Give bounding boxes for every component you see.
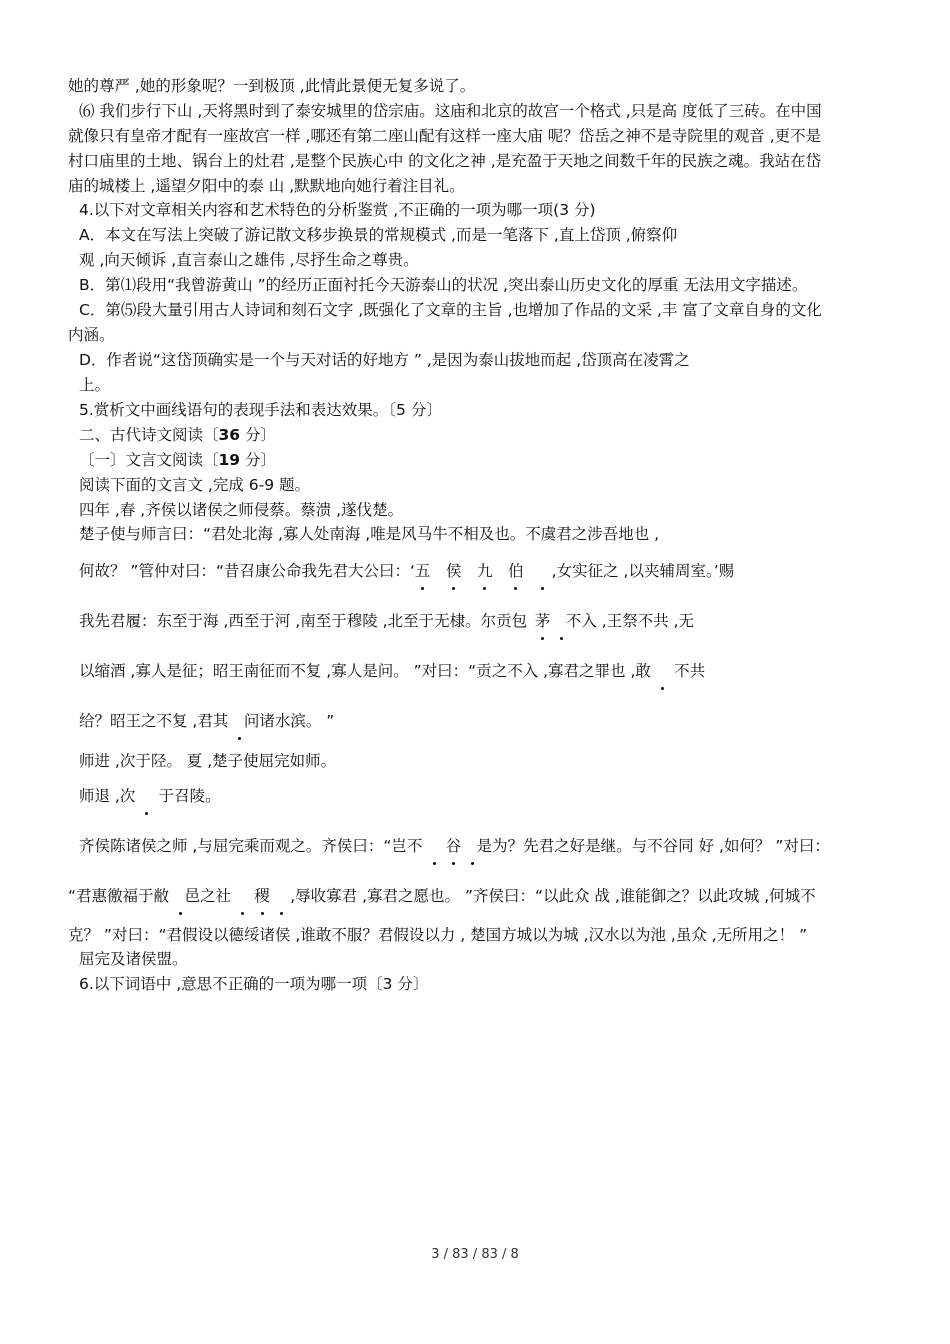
option-a-continued: 观 ,向天倾诉 ,直言泰山之雄伟 ,尽抒生命之尊贵。 [79,251,419,269]
emphasis-mark [539,561,547,581]
emphasis-char: 谷 [445,837,462,855]
classical-text-line: 我先君履：东至于海 ,西至于河 ,南至于穆陵 ,北至于无棣。尔贡包 茅 不入 ,王祭不共 ,无 [79,612,695,630]
classical-text-line: 克？ ”对曰：“君假设以德绥诸侯 ,谁敢不服？君假设以力 , 楚国方城以为城 ,汉水以为池 ,虽众 ,无所用之！ ” [68,926,808,944]
emphasis-mark [469,836,477,856]
classical-text-line: 屈完及诸侯盟。 [79,950,188,968]
emphasis-char: 稷 [254,887,270,905]
classical-text-line: 四年 ,春 ,齐侯以诸侯之师侵蔡。蔡溃 ,遂伐楚。 [79,501,404,519]
emphasis-char: 茅 [534,612,551,630]
question-6: 6.以下词语中 ,意思不正确的一项为哪一项〔3 分〕 [79,975,429,993]
classical-text-line: 师进 ,次于陉。 夏 ,楚子使屈完如师。 [79,752,337,770]
classical-text-line: 楚子使与师言曰：“君处北海 ,寡人处南海 ,唯是风马牛不相及也。不虞君之涉吾地也 , [79,525,660,543]
emphasis-char: 五 [414,562,431,580]
option-a: A．本文在写法上突破了游记散文移步换景的常规模式 ,而是一笔落下 ,直上岱顶 ,俯察仰 [79,226,678,244]
paragraph-6-line: 村口庙里的土地、锅台上的灶君 ,是整个民族心中 的文化之神 ,是充盈于天地之间数千年的民族之魂。我站在岱 [68,152,822,170]
emphasis-mark [659,661,667,681]
classical-text-line: 齐侯陈诸侯之师 ,与屈完乘而观之。齐侯曰：“岂不 谷 是为？先君之好是继。与不谷同 好 ,如何？ ”对曰： [79,837,830,855]
emphasis-char: 侯 [445,562,462,580]
classical-text-line: 何故？ ”管仲对曰：“昔召康公命我先君大公曰：‘五 侯 九 伯 ,女实征之 ,以夹辅周室。’赐 [79,562,735,580]
emphasis-mark [278,886,286,906]
option-c-continued: 内涵。 [68,326,115,344]
option-b: B．第⑴段用“我曾游黄山 ”的经历正面衬托今天游泰山的状况 ,突出泰山历史文化的厚重 无法用文字描述。 [79,276,808,294]
classical-text-line: 以缩酒 ,寡人是征；昭王南征而不复 ,寡人是问。 ”对曰：“贡之不入 ,寡君之罪也 ,敢 不共 [79,662,706,680]
emphasis-mark [430,836,438,856]
section-heading-classical: 二、古代诗文阅读〔36 分〕 [79,426,277,444]
paragraph-6-line: ⑹ 我们步行下山 ,天将黑时到了泰安城里的岱宗庙。这庙和北京的故宫一个格式 ,只是高 度低了三砖。在中国 [79,102,822,120]
classical-text-line: 给？昭王之不复 ,君其 问诸水滨。 ” [79,712,335,730]
classical-text-line: “君惠徼福于敝 邑之社 稷 ,辱收寡君 ,寡君之愿也。 ”齐侯曰：“以此众 战 ,谁能御之？以此攻城 ,何城不 [68,887,816,905]
question-5: 5.赏析文中画线语句的表现手法和表达效果。〔5 分〕 [79,401,442,419]
paragraph-6-line: 庙的城楼上 ,遥望夕阳中的泰 山 ,默默地向她行着注目礼。 [68,177,465,195]
emphasis-char: 九 [476,562,493,580]
emphasis-mark [236,711,244,731]
classical-text-line: 师退 ,次 于召陵。 [79,787,221,805]
emphasis-mark [558,611,566,631]
question-4-stem: 4.以下对文章相关内容和艺术特色的分析鉴赏 ,不正确的一项为哪一项(3 分) [79,201,596,219]
reading-instruction: 阅读下面的文言文 ,完成 6-9 题。 [79,476,311,494]
emphasis-mark [239,886,247,906]
passage-line: 她的尊严 ,她的形象呢？一到极顶 ,此情此景便无复多说了。 [68,77,476,95]
option-d-continued: 上。 [79,376,111,394]
emphasis-mark [143,786,151,806]
option-c: C．第⑸段大量引用古人诗词和刻石文字 ,既强化了文章的主旨 ,也增加了作品的文采 ,丰 富了文章自身的文化 [79,301,822,319]
emphasis-char: 伯 [507,562,524,580]
option-d: D．作者说“这岱顶确实是一个与天对话的好地方 ” ,是因为泰山拔地而起 ,岱顶高在凌霄之 [79,351,690,369]
subsection-heading-wenyan: 〔一〕文言文阅读〔19 分〕 [79,451,277,469]
emphasis-mark [177,886,185,906]
paragraph-6-line: 就像只有皇帝才配有一座故宫一样 ,哪还有第二座山配有这样一座大庙 呢？岱岳之神不是寺院里的观音 ,更不是 [68,127,822,145]
page-number: 3 / 83 / 83 / 8 [431,1247,519,1262]
